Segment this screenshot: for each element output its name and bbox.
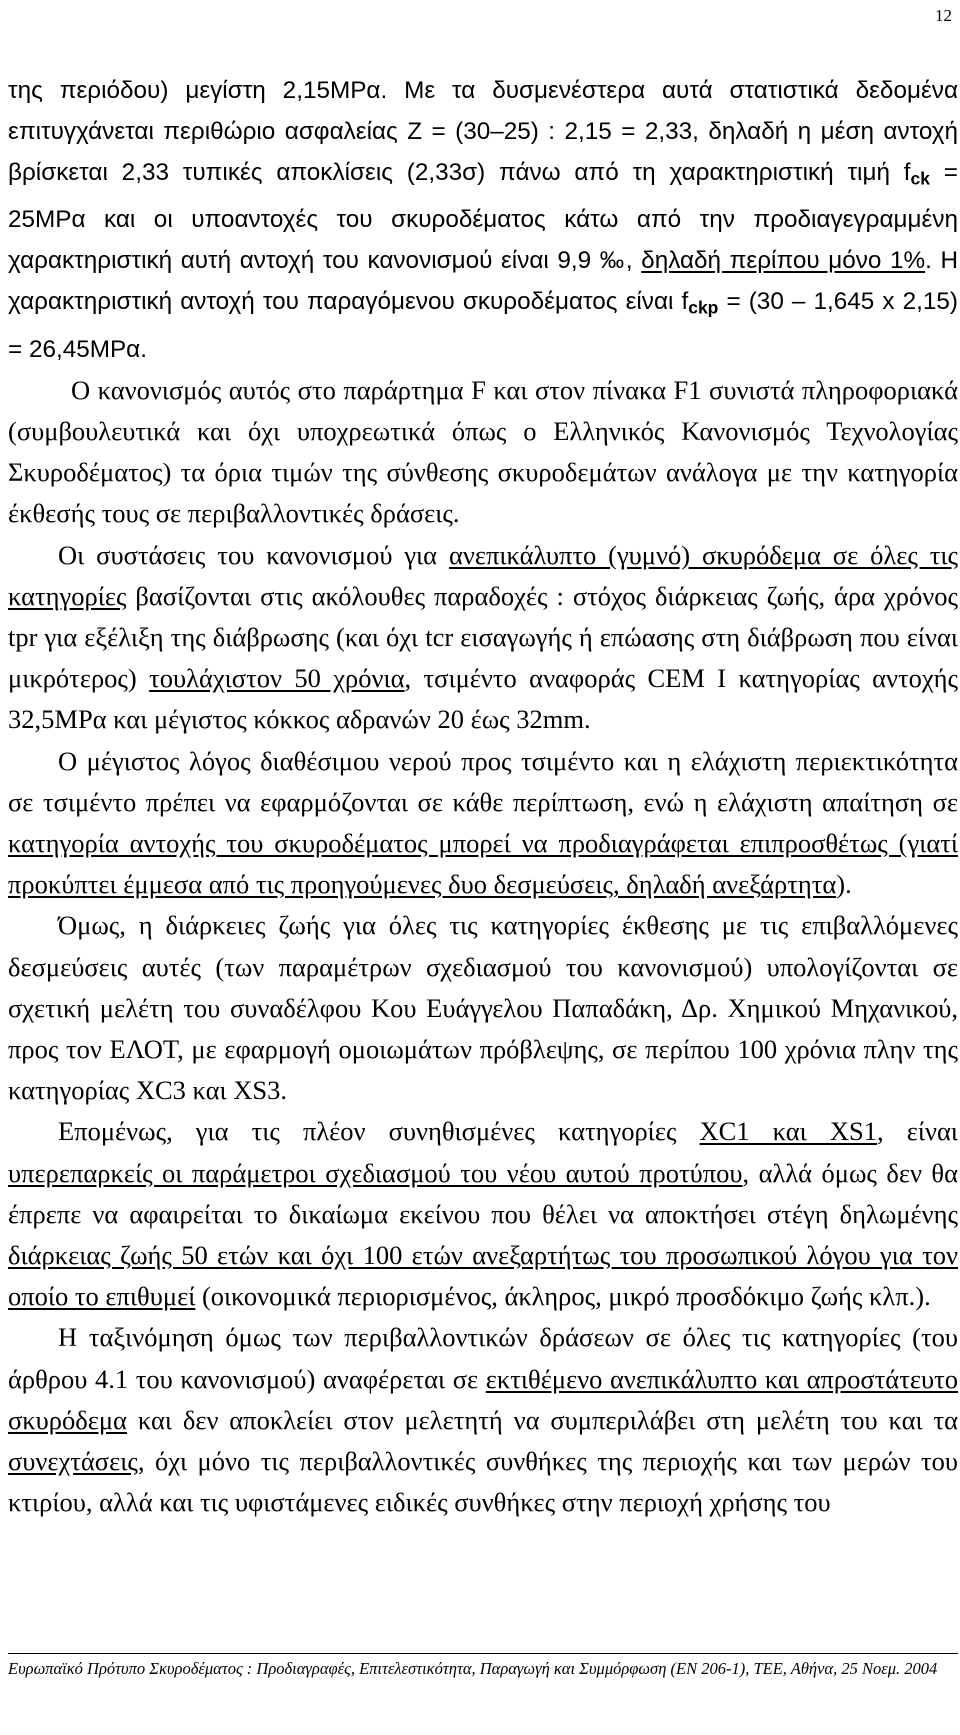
text-run: Οι συστάσεις του κανονισμού για	[58, 539, 449, 570]
text-run: της περιόδου) μεγίστη 2,15MPα. Με τα δυσμενέστερα αυτά στατιστικά δεδομένα επιτυγχάνεται περιθώριο ασφαλείας Ζ = (30–25) : 2,15 = 2,33, δηλαδή η μέση αντοχή βρίσκεται 2,33 τυπικές αποκλίσεις (2,33σ) πάνω από τη χαρακτηριστική τιμή f	[8, 77, 958, 186]
page-number: 12	[935, 6, 952, 25]
underlined-text: διάρκειας ζωής 50 ετών και όχι 100 ετών ανεξαρτήτως του προσωπικού λόγου για τον οποίο το επιθυμεί	[8, 1239, 958, 1312]
subscript: ck	[910, 168, 930, 189]
underlined-text: τουλάχιστον 50 χρόνια	[149, 663, 405, 694]
underlined-text: συνεχτάσεις	[8, 1446, 138, 1476]
text-run: βασίζονται στις ακόλουθες παραδοχές : στόχος διάρκειας ζωής, άρα χρόνος tpr για εξέλιξη της διάβρωσης (και όχι tcr εισαγωγής ή επώασης στη διάβρωση που είναι μικρότερος)	[8, 580, 958, 694]
text-run: = (30 – 1,645 x 2,15) = 26,45MPα.	[8, 288, 958, 363]
footnote: Ευρωπαϊκό Πρότυπο Σκυροδέματος : Προδιαγραφές, Επιτελεστικότητα, Παραγωγή και Συμμόρφωση (EN 206-1), ΤΕΕ, Αθήνα, 25 Νοεμ. 2004	[8, 1653, 958, 1680]
underlined-text: XC1 και XS1	[699, 1116, 878, 1147]
text-run: , τσιμέντο αναφοράς CEM I κατηγορίας αντοχής 32,5MPα και μέγιστος κόκκος αδρανών 20 έως 32mm.	[8, 663, 958, 735]
text-run: Η ταξινόμηση όμως των περιβαλλοντικών δράσεων σε όλες τις κατηγορίες (του άρθρου 4.1 του κανονισμού) αναφέρεται σε	[8, 1322, 958, 1394]
text-run: Ο μέγιστος λόγος διαθέσιμου νερού προς τσιμέντο και η ελάχιστη περιεκτικότητα σε τσιμέντο πρέπει να εφαρμόζονται σε κάθε περίπτωση, ενώ η ελάχιστη απαίτηση σε	[8, 745, 958, 817]
text-run: = 25MPα και οι υποαντοχές του σκυροδέματος κάτω από την προδιαγεγραμμένη χαρακτηριστική αυτή αντοχή του κανονισμού είναι 9,9 ‰,	[8, 159, 958, 275]
text-run: , είναι	[877, 1116, 958, 1147]
paragraph-service-life: Όμως, η διάρκειες ζωής για όλες τις κατηγορίες έκθεσης με τις επιβαλλόμενες δεσμεύσεις αυτές (των παραμέτρων σχεδιασμού του κανονισμού) υπολογίζονται σε σχετική μελέτη του συναδέλφου Κου Ευάγγελου Παπαδάκη, Δρ. Χημικού Μηχανικού, προς τον ΕΛΟΤ, με εφαρμογή ομοιωμάτων πρόβλεψης, σε περίπου 100 χρόνια πλην της κατηγορίας XC3 και XS3.	[8, 910, 958, 1106]
text-run: και δεν αποκλείει στον μελετητή να συμπεριλάβει στη μελέτη του και τα	[126, 1404, 958, 1435]
text-run: . Η χαρακτηριστική αντοχή του παραγόμενου σκυροδέματος είναι f	[8, 247, 958, 316]
paragraph-classification	[8, 1317, 958, 1523]
paragraph-annex-f: Ο κανονισμός αυτός στο παράρτημα F και στον πίνακα F1 συνιστά πληροφοριακά (συμβουλευτικά και όχι υποχρεωτικά όπως ο Ελληνικός Κανονισμός Τεχνολογίας Σκυροδέματος) τα όρια τιμών της σύνθεσης σκυροδεμάτων ανάλογα με την κατηγορία έκθεσής τους σε περιβαλλοντικές δράσεις.	[8, 374, 958, 529]
text-run: (οικονομικά περιορισμένος, άκληρος, μικρό προσδόκιμο ζωής κλπ.).	[195, 1281, 931, 1312]
text-run: Επομένως, για τις πλέον συνηθισμένες κατηγορίες	[58, 1116, 700, 1147]
paragraph-categories	[8, 1111, 958, 1317]
text-run: , όχι μόνο τις περιβαλλοντικές συνθήκες της περιοχής και των μερών του κτιρίου, αλλά και τις υφιστάμενες ειδικές συνθήκες στην περιοχή χρήσης του	[8, 1446, 958, 1518]
document-body	[8, 70, 958, 1523]
subscript: ckp	[688, 297, 719, 318]
paragraph-water-cement	[8, 741, 958, 906]
paragraph-recommendations	[8, 535, 958, 741]
underlined-text: κατηγορία αντοχής του σκυροδέματος μπορεί να προδιαγράφεται επιπροσθέτως (γιατί προκύπτει έμμεσα από τις προηγούμενες δυο δεσμεύσεις, δηλαδή ανεξάρτητα	[8, 827, 958, 900]
underlined-text: ανεπικάλυπτο (γυμνό) σκυρόδεμα σε όλες τις κατηγορίες	[8, 539, 958, 611]
underlined-text: υπερεπαρκείς οι παράμετροι σχεδιασμού του νέου αυτού προτύπου	[8, 1157, 743, 1188]
text-run: ).	[836, 869, 852, 900]
paragraph-statistics	[8, 70, 958, 370]
underlined-text: δηλαδή περίπου μόνο 1%	[641, 247, 926, 275]
text-run: , αλλά όμως δεν θα έπρεπε να αφαιρείται το δικαίωμα εκείνου που θέλει να αποκτήσει στέγη δηλωμένης	[8, 1157, 958, 1229]
underlined-text: εκτιθέμενο ανεπικάλυπτο και απροστάτευτο σκυρόδεμα	[8, 1363, 958, 1435]
